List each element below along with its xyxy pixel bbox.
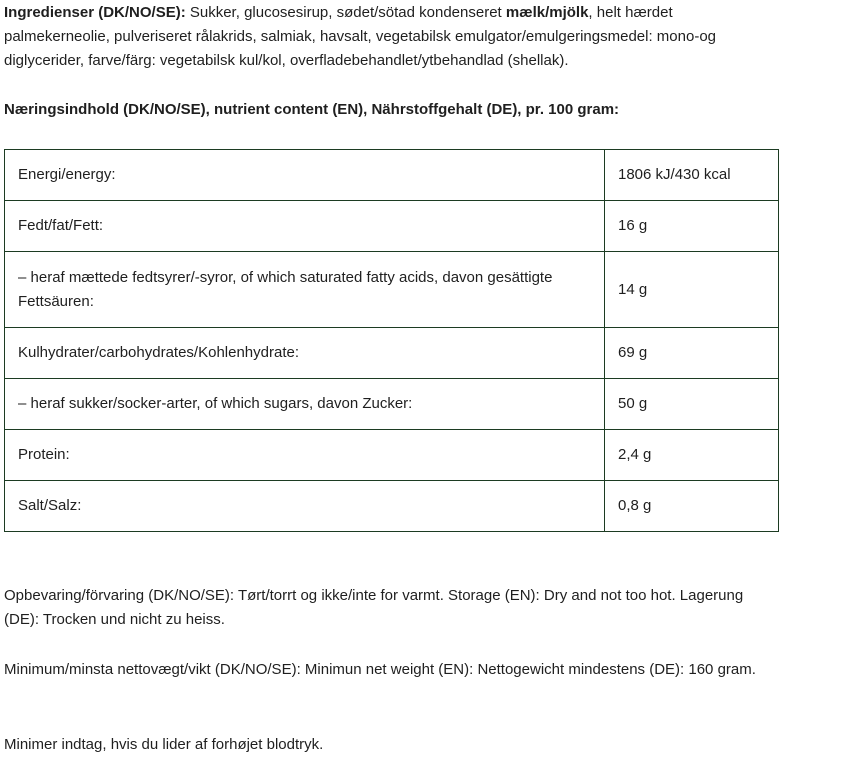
ingredients-text-after: , helt hærdet palmekerneolie, pulveriseret rålakrids, salmiak, havsalt, vegetabilsk emulgator/emulgeringsmedel: mono-og diglycerider, farve/färg: vegetabilsk kul/kol, overfladebehandlet/ytbehandlad (shellak). (4, 4, 717, 69)
nutrient-label: Salt/Salz: (5, 481, 605, 532)
ingredients-text-before: Sukker, glucosesirup, sødet/sötad kondenseret (185, 4, 506, 21)
nutrition-heading (4, 98, 864, 122)
table-row (5, 252, 779, 328)
nutrient-label: Protein: (5, 430, 605, 481)
ingredients-paragraph (4, 1, 764, 73)
nutrient-value: 2,4 g (605, 430, 779, 481)
nutrient-value: 0,8 g (605, 481, 779, 532)
ingredients-allergen: mælk/mjölk (505, 4, 589, 21)
nutrition-table (4, 149, 779, 532)
table-row (5, 201, 779, 252)
nutrient-label: – heraf sukker/socker-arter, of which sugars, davon Zucker: (5, 379, 605, 430)
nutrient-label: Energi/energy: (5, 150, 605, 201)
nutrient-label: Fedt/fat/Fett: (5, 201, 605, 252)
storage-paragraph: Opbevaring/förvaring (DK/NO/SE): Tørt/torrt og ikke/inte for varmt. Storage (EN): Dry and not too hot. Lagerung (DE): Trocken und nicht zu heiss. (4, 587, 744, 628)
nutrient-value: 16 g (605, 201, 779, 252)
table-row (5, 328, 779, 379)
table-row (5, 150, 779, 201)
table-row (5, 379, 779, 430)
nutrient-value: 50 g (605, 379, 779, 430)
ingredients-label: Ingredienser (DK/NO/SE): (4, 4, 186, 21)
nutrition-heading-text: Næringsindhold (DK/NO/SE), nutrient content (EN), Nährstoffgehalt (DE), pr. 100 gram: (4, 101, 620, 118)
nutrient-value: 1806 kJ/430 kcal (605, 150, 779, 201)
nutrient-label: – heraf mættede fedtsyrer/-syror, of which saturated fatty acids, davon gesättigte Fettsäuren: (5, 252, 605, 328)
nutrient-value: 14 g (605, 252, 779, 328)
warning-paragraph: Minimer indtag, hvis du lider af forhøjet blodtryk. (4, 736, 324, 753)
net-weight-paragraph: Minimum/minsta nettovægt/vikt (DK/NO/SE): Minimun net weight (EN): Nettogewicht mindestens (DE): 160 gram. (4, 661, 756, 678)
table-row (5, 430, 779, 481)
table-row (5, 481, 779, 532)
nutrient-label: Kulhydrater/carbohydrates/Kohlenhydrate: (5, 328, 605, 379)
nutrient-value: 69 g (605, 328, 779, 379)
